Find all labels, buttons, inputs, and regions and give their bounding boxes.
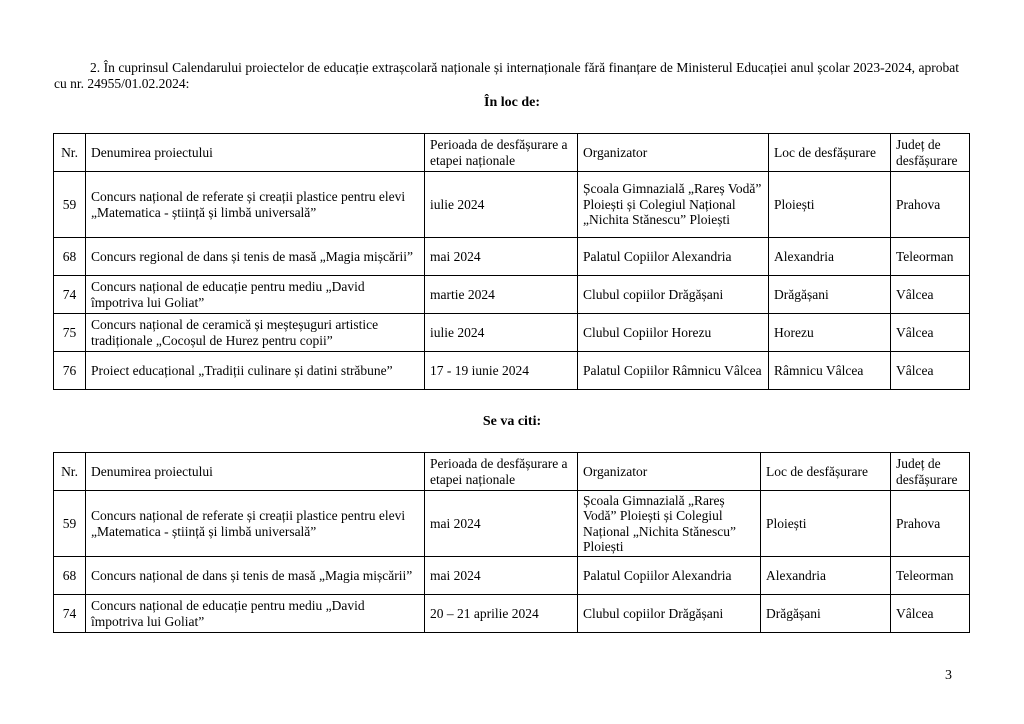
col-header-location: Loc de desfășurare bbox=[769, 134, 891, 172]
cell-period: iulie 2024 bbox=[425, 314, 578, 352]
cell-organizer: Clubul copiilor Drăgășani bbox=[578, 595, 761, 633]
table-original-projects bbox=[53, 133, 970, 390]
cell-county: Vâlcea bbox=[891, 352, 970, 390]
cell-nr: 76 bbox=[54, 352, 86, 390]
cell-project-name: Concurs național de educație pentru mediu „David împotriva lui Goliat” bbox=[86, 595, 425, 633]
table-corrected-projects bbox=[53, 452, 970, 633]
cell-project-name: Concurs național de referate și creații plastice pentru elevi „Matematica - știință și limbă universală” bbox=[86, 172, 425, 238]
table-row bbox=[54, 491, 970, 557]
col-header-organizer: Organizator bbox=[578, 134, 769, 172]
cell-location: Alexandria bbox=[761, 557, 891, 595]
col-header-project-name: Denumirea proiectului bbox=[86, 134, 425, 172]
cell-county: Prahova bbox=[891, 491, 970, 557]
cell-period: mai 2024 bbox=[425, 238, 578, 276]
cell-location: Ploiești bbox=[761, 491, 891, 557]
table-header-row bbox=[54, 134, 970, 172]
col-header-location: Loc de desfășurare bbox=[761, 453, 891, 491]
cell-nr: 68 bbox=[54, 557, 86, 595]
col-header-county: Județ de desfășurare bbox=[891, 453, 970, 491]
cell-organizer: Clubul Copiilor Horezu bbox=[578, 314, 769, 352]
table-row bbox=[54, 352, 970, 390]
cell-period: martie 2024 bbox=[425, 276, 578, 314]
cell-nr: 75 bbox=[54, 314, 86, 352]
col-header-county: Județ de desfășurare bbox=[891, 134, 970, 172]
cell-project-name: Concurs național de educație pentru mediu „David împotriva lui Goliat” bbox=[86, 276, 425, 314]
cell-county: Prahova bbox=[891, 172, 970, 238]
heading-will-read: Se va citi: bbox=[482, 414, 542, 429]
cell-county: Teleorman bbox=[891, 238, 970, 276]
cell-location: Râmnicu Vâlcea bbox=[769, 352, 891, 390]
cell-project-name: Concurs regional de dans și tenis de masă „Magia mișcării” bbox=[86, 238, 425, 276]
table-header-row bbox=[54, 453, 970, 491]
cell-project-name: Concurs național de dans și tenis de masă „Magia mișcării” bbox=[86, 557, 425, 595]
cell-nr: 74 bbox=[54, 595, 86, 633]
heading-instead-of: În loc de: bbox=[484, 95, 540, 110]
cell-organizer: Școala Gimnazială „Rareș Vodă” Ploiești și Colegiul Național „Nichita Stănescu” Ploiești bbox=[578, 491, 761, 557]
cell-nr: 74 bbox=[54, 276, 86, 314]
cell-period: 17 - 19 iunie 2024 bbox=[425, 352, 578, 390]
cell-county: Vâlcea bbox=[891, 595, 970, 633]
cell-project-name: Concurs național de referate și creații plastice pentru elevi „Matematica - știință și limbă universală” bbox=[86, 491, 425, 557]
cell-location: Drăgășani bbox=[761, 595, 891, 633]
cell-organizer: Palatul Copiilor Alexandria bbox=[578, 238, 769, 276]
cell-location: Drăgășani bbox=[769, 276, 891, 314]
col-header-project-name: Denumirea proiectului bbox=[86, 453, 425, 491]
cell-period: 20 – 21 aprilie 2024 bbox=[425, 595, 578, 633]
cell-nr: 59 bbox=[54, 172, 86, 238]
col-header-organizer: Organizator bbox=[578, 453, 761, 491]
table-row bbox=[54, 557, 970, 595]
col-header-period: Perioada de desfășurare a etapei naționale bbox=[425, 453, 578, 491]
cell-county: Vâlcea bbox=[891, 276, 970, 314]
intro-paragraph: 2. În cuprinsul Calendarului proiectelor de educație extrașcolară naționale și internaționale fără finanțare de Ministerul Educației anul școlar 2023-2024, aprobat cu nr. 24955/01.02.2024: bbox=[54, 60, 959, 91]
cell-period: mai 2024 bbox=[425, 557, 578, 595]
cell-project-name: Concurs național de ceramică și meșteșuguri artistice tradiționale „Cocoșul de Hurez pentru copii” bbox=[86, 314, 425, 352]
cell-project-name: Proiect educațional „Tradiții culinare și datini străbune” bbox=[86, 352, 425, 390]
col-header-nr: Nr. bbox=[54, 453, 86, 491]
table-row bbox=[54, 276, 970, 314]
cell-nr: 59 bbox=[54, 491, 86, 557]
cell-organizer: Palatul Copiilor Alexandria bbox=[578, 557, 761, 595]
cell-organizer: Școala Gimnazială „Rareș Vodă” Ploiești și Colegiul Național „Nichita Stănescu” Ploiești bbox=[578, 172, 769, 238]
cell-period: mai 2024 bbox=[425, 491, 578, 557]
table-row bbox=[54, 314, 970, 352]
cell-county: Teleorman bbox=[891, 557, 970, 595]
cell-organizer: Clubul copiilor Drăgășani bbox=[578, 276, 769, 314]
cell-location: Horezu bbox=[769, 314, 891, 352]
cell-period: iulie 2024 bbox=[425, 172, 578, 238]
table-row bbox=[54, 172, 970, 238]
cell-organizer: Palatul Copiilor Râmnicu Vâlcea bbox=[578, 352, 769, 390]
page-number: 3 bbox=[945, 668, 952, 683]
cell-county: Vâlcea bbox=[891, 314, 970, 352]
cell-location: Alexandria bbox=[769, 238, 891, 276]
col-header-nr: Nr. bbox=[54, 134, 86, 172]
table-row bbox=[54, 238, 970, 276]
col-header-period: Perioada de desfășurare a etapei naționale bbox=[425, 134, 578, 172]
cell-nr: 68 bbox=[54, 238, 86, 276]
table-row bbox=[54, 595, 970, 633]
cell-location: Ploiești bbox=[769, 172, 891, 238]
